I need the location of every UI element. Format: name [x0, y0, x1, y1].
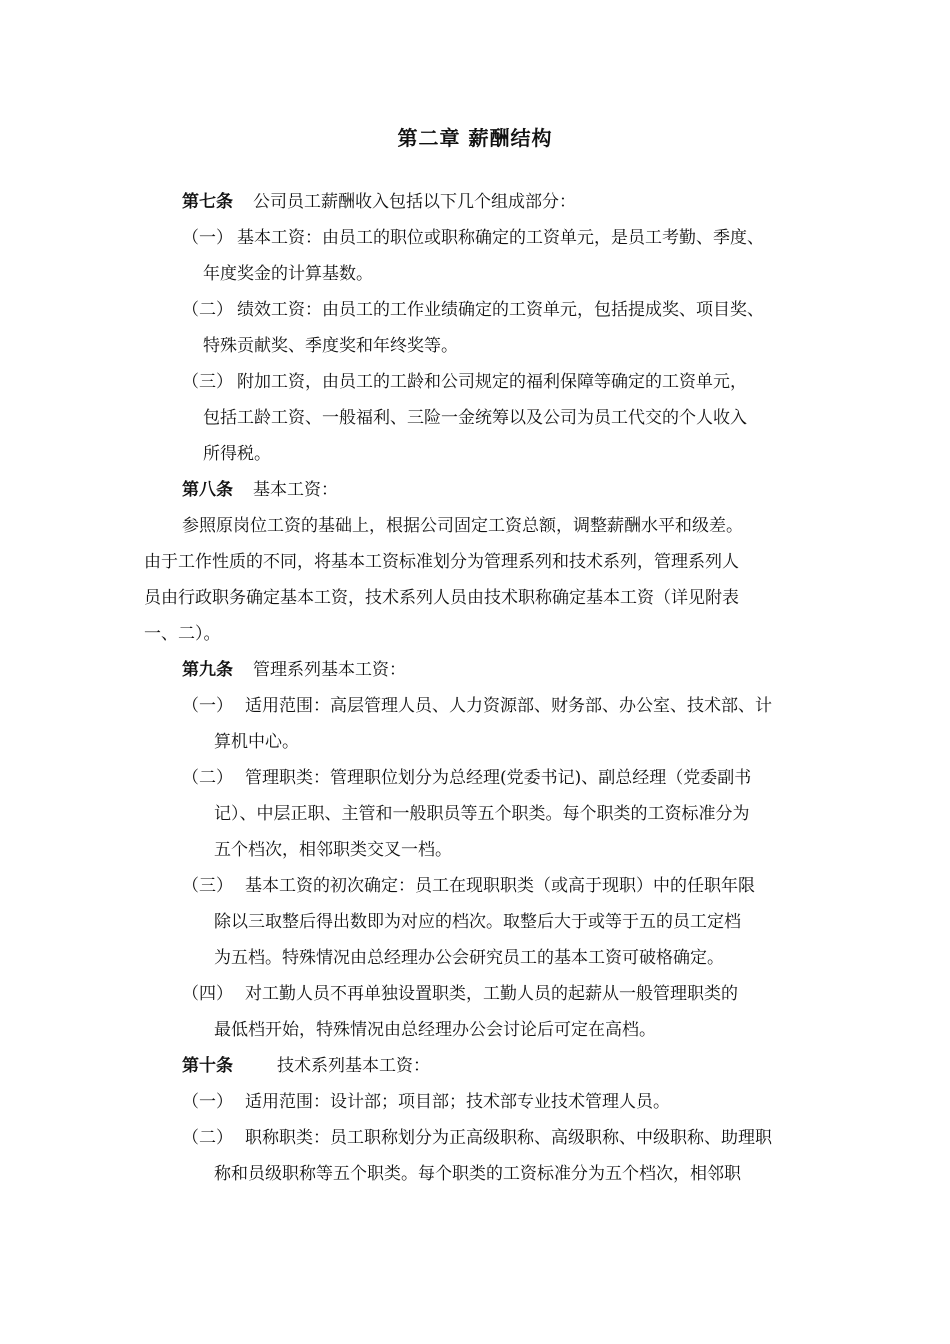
- chapter-title: 第二章 薪酬结构: [397, 126, 553, 150]
- article-7-item-3-cont-2: 所得税。: [203, 444, 271, 464]
- article-10-label: 第十条: [182, 1056, 233, 1076]
- item-text-line: 适用范围：高层管理人员、人力资源部、财务部、办公室、技术部、计: [245, 696, 772, 716]
- article-9-text: 管理系列基本工资：: [253, 660, 406, 680]
- item-text-line: 附加工资，由员工的工龄和公司规定的福利保障等确定的工资单元，: [237, 372, 747, 392]
- article-7-item-3-cont-1: 包括工龄工资、一般福利、三险一金统筹以及公司为员工代交的个人收入: [203, 408, 747, 428]
- item-marker: （二）: [182, 768, 233, 788]
- article-9-item-3-cont-2: 为五档。特殊情况由总经理办公会研究员工的基本工资可破格确定。: [214, 948, 724, 968]
- item-marker: （二）: [182, 1128, 233, 1148]
- article-7-text: 公司员工薪酬收入包括以下几个组成部分：: [253, 192, 576, 212]
- article-8-text: 基本工资：: [253, 480, 338, 500]
- article-7-item-2-cont: 特殊贡献奖、季度奖和年终奖等。: [203, 336, 458, 356]
- item-marker: （二）: [182, 300, 233, 320]
- item-marker: （三）: [182, 372, 233, 392]
- article-8-para-line-3: 员由行政职务确定基本工资，技术系列人员由技术职称确定基本工资（详见附表: [144, 588, 739, 608]
- article-9-item-1-cont: 算机中心。: [214, 732, 299, 752]
- item-text-line: 管理职类：管理职位划分为总经理(党委书记)、副总经理（党委副书: [245, 768, 752, 788]
- article-10-item-2: [182, 1126, 772, 1150]
- item-text-line: 对工勤人员不再单独设置职类，工勤人员的起薪从一般管理职类的: [245, 984, 738, 1004]
- item-marker: （一）: [182, 696, 233, 716]
- item-marker: （四）: [182, 984, 233, 1004]
- article-9-label: 第九条: [182, 660, 233, 680]
- article-9-heading: [182, 658, 406, 682]
- article-9-item-2-cont-2: 五个档次，相邻职类交叉一档。: [214, 840, 452, 860]
- article-8-para-line-1: 参照原岗位工资的基础上，根据公司固定工资总额，调整薪酬水平和级差。: [182, 516, 743, 536]
- article-7-item-1-cont: 年度奖金的计算基数。: [203, 264, 373, 284]
- article-10-heading: [182, 1054, 430, 1078]
- article-7-item-2: [182, 298, 764, 322]
- item-marker: （一）: [182, 228, 233, 248]
- item-text-line: 职称职类：员工职称划分为正高级职称、高级职称、中级职称、助理职: [245, 1128, 772, 1148]
- item-text-line: 适用范围：设计部；项目部；技术部专业技术管理人员。: [245, 1092, 670, 1112]
- article-9-item-4-cont: 最低档开始，特殊情况由总经理办公会讨论后可定在高档。: [214, 1020, 656, 1040]
- item-marker: （三）: [182, 876, 233, 896]
- article-9-item-1: [182, 694, 772, 718]
- article-7-item-1: [182, 226, 764, 250]
- article-9-item-2: [182, 766, 751, 790]
- article-9-item-2-cont-1: 记）、中层正职、主管和一般职员等五个职类。每个职类的工资标准分为: [214, 804, 750, 824]
- article-7-label: 第七条: [182, 192, 233, 212]
- item-marker: （一）: [182, 1092, 233, 1112]
- item-text-line: 基本工资：由员工的职位或职称确定的工资单元，是员工考勤、季度、: [237, 228, 764, 248]
- item-text-line: 绩效工资：由员工的工作业绩确定的工资单元，包括提成奖、项目奖、: [237, 300, 764, 320]
- article-8-label: 第八条: [182, 480, 233, 500]
- article-10-text: 技术系列基本工资：: [277, 1056, 430, 1076]
- article-9-item-4: [182, 982, 738, 1006]
- article-10-item-1: [182, 1090, 670, 1114]
- article-8-para-line-2: 由于工作性质的不同，将基本工资标准划分为管理系列和技术系列，管理系列人: [144, 552, 739, 572]
- article-8-heading: [182, 478, 338, 502]
- article-9-item-3: [182, 874, 755, 898]
- article-7-item-3: [182, 370, 747, 394]
- article-8-para-line-4: 一、二）。: [144, 624, 221, 644]
- article-10-item-2-cont: 称和员级职称等五个职类。每个职类的工资标准分为五个档次，相邻职: [214, 1164, 741, 1184]
- article-9-item-3-cont-1: 除以三取整后得出数即为对应的档次。取整后大于或等于五的员工定档: [214, 912, 741, 932]
- article-7-heading: [182, 190, 576, 214]
- item-text-line: 基本工资的初次确定：员工在现职职类（或高于现职）中的任职年限: [245, 876, 755, 896]
